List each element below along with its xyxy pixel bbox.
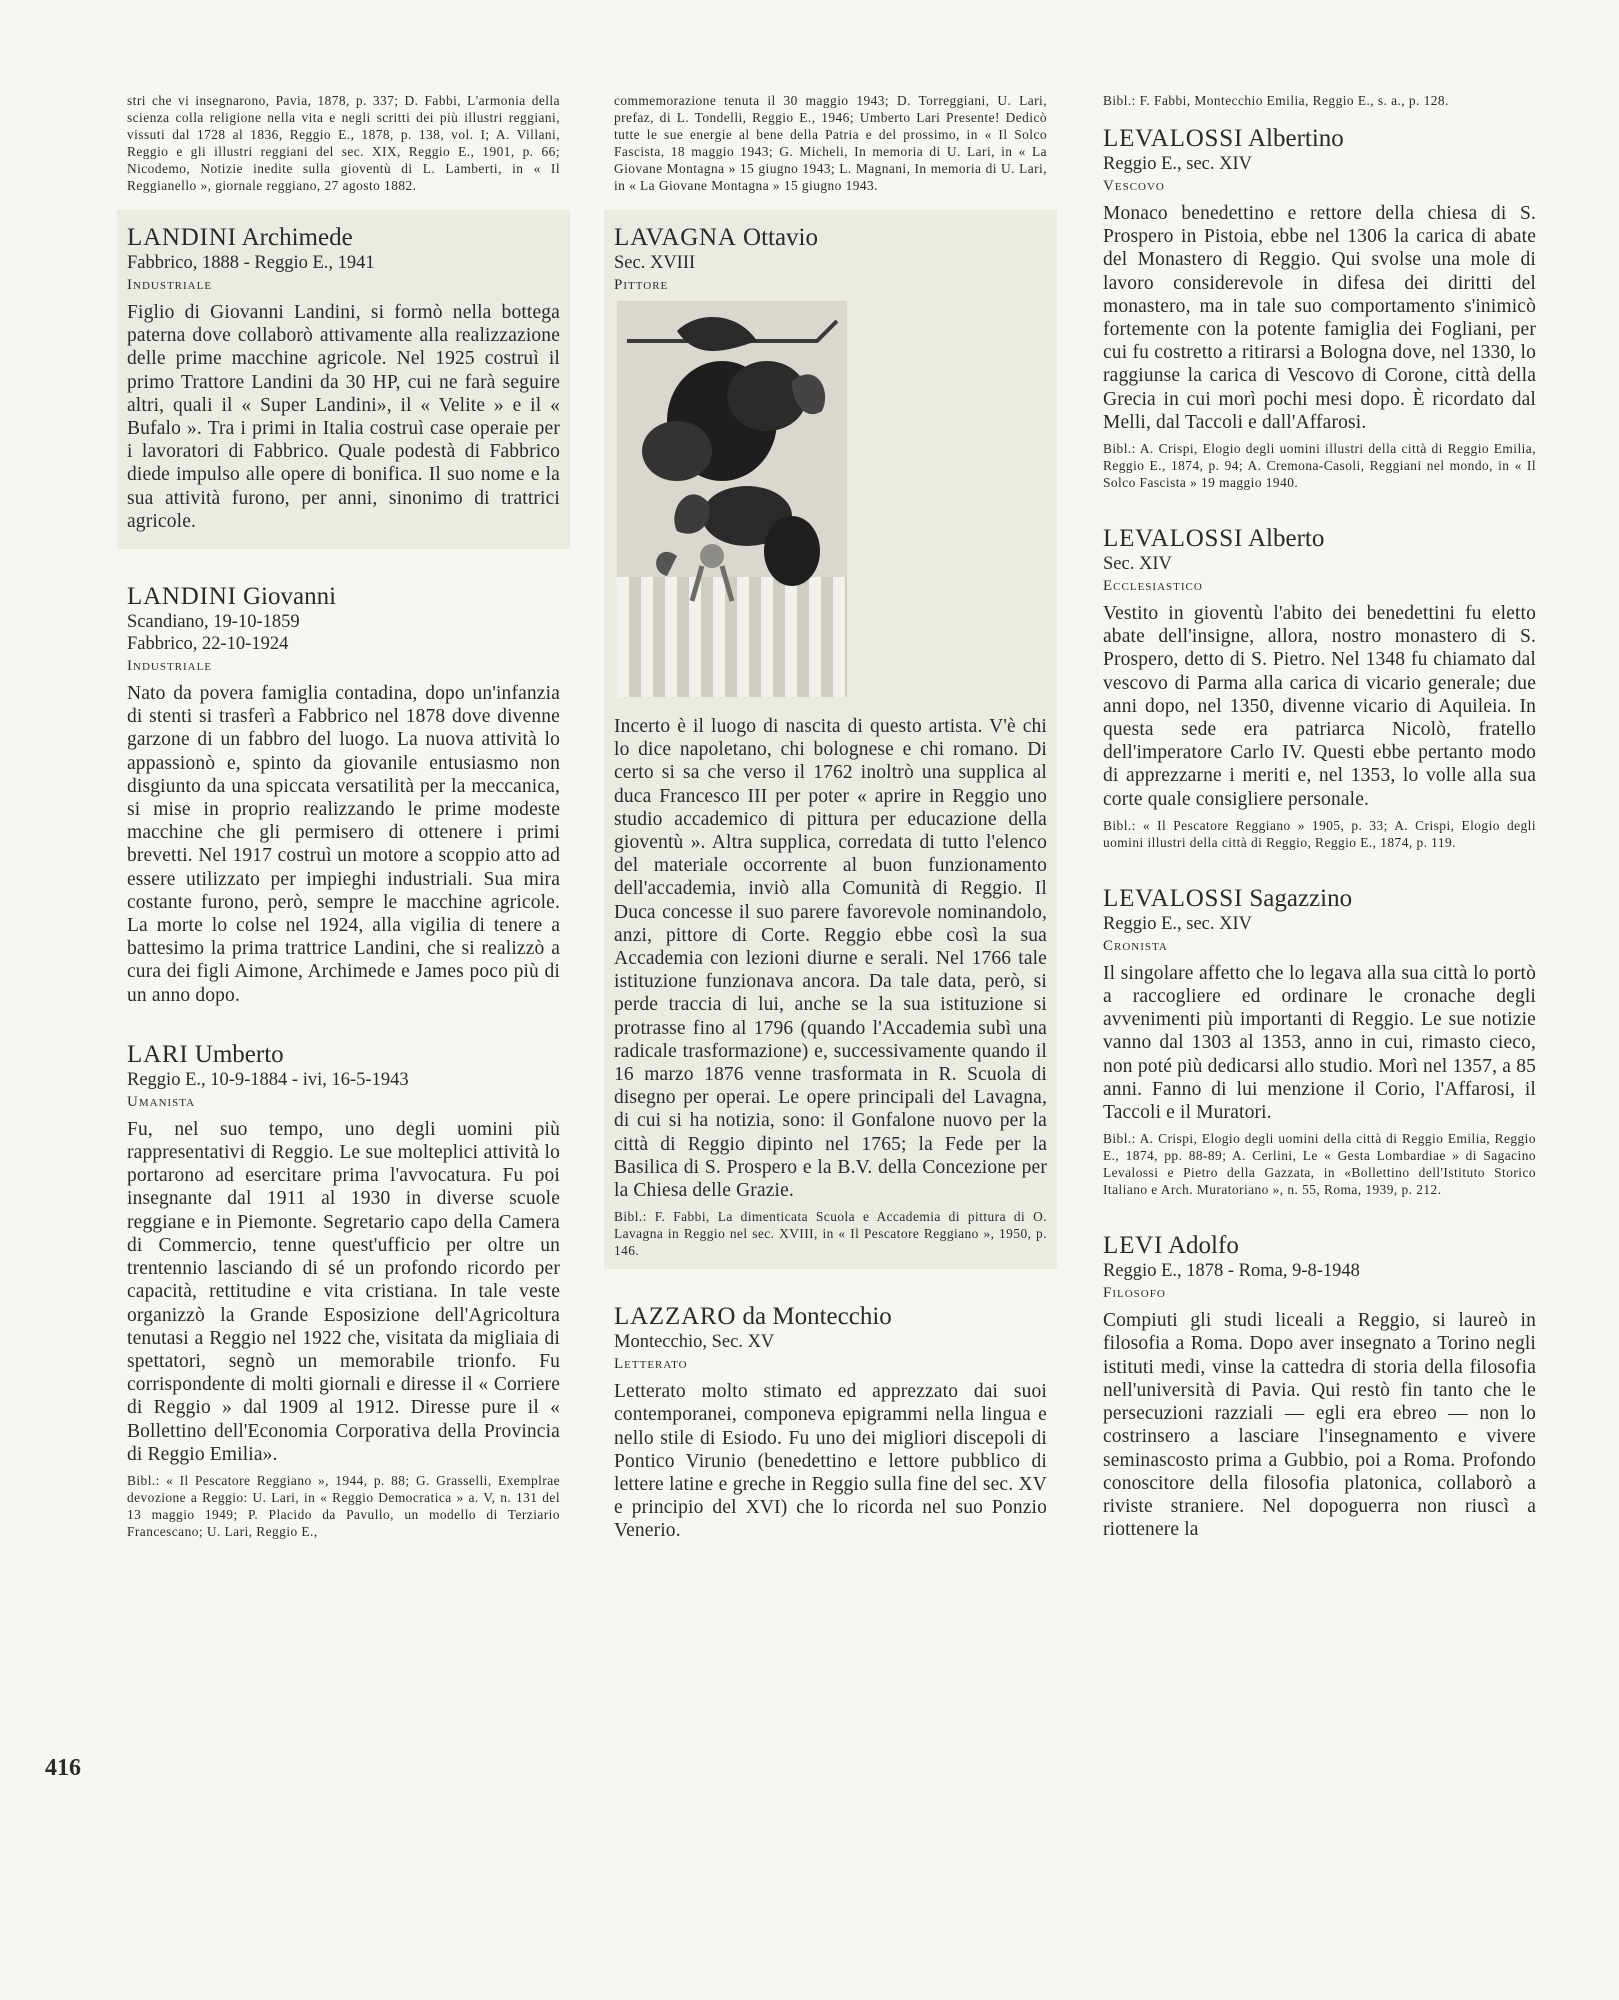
entry-heading: LEVALOSSI Albertino xyxy=(1103,125,1344,152)
entry-heading: LEVALOSSI Sagazzino xyxy=(1103,884,1353,912)
entry-heading: LARI Umberto xyxy=(127,1040,284,1068)
entry-lari-umberto xyxy=(127,1041,560,1540)
continued-bibliography: stri che vi insegnarono, Pavia, 1878, p. 337; D. Fabbi, L'armonia della scienza colla religione nella vita e negli scritti dei più illustri reggiani, vissuti dal 1728 al 1836, Reggio E., 1878, p. 138, vol. I; A. Villani, Reggio e gli illustri reggiani del sec. XIX, Reggio E., 1901, p. 66; Nicodemo, Notizie inedite sulla gioventù di L. Lamberti, in « Il Reggianello », giornale reggiano, 27 agosto 1882. xyxy=(127,93,560,193)
entry-landini-giovanni xyxy=(127,583,560,1007)
entry-text: Letterato molto stimato ed apprezzato dai suoi contemporanei, componeva epigrammi nella lingua e nello stile di Esiodo. Fu uno dei migliori discepoli di Pontico Virunio (benedettino e lettore pubblico di lettere latine e greche in Reggio sulla fine del sec. XV e principio del XVI) che lo ricorda nel suo Ponzio Venerio. xyxy=(614,1381,1047,1542)
entry-text: Monaco benedettino e rettore della chiesa di S. Prospero in Pistoia, ebbe nel 1306 la carica di abate del Monastero di Reggio. Qui svolse una mole di lavoro considerevole in difesa dei diritti del monastero, ma in tale suo comportamento s'inimicò fortemente con la potente famiglia dei Fogliani, per cui fu costretto a ritirarsi a Bologna dove, nel 1330, lo raggiunse la carica di Vescovo di Corone, città della Grecia in cui morì pochi mesi dopo. È ricordato dal Melli, dal Taccoli e dall'Affarosi. xyxy=(1103,203,1536,433)
entry-landini-archimede xyxy=(117,210,570,549)
entry-dates: Reggio E., sec. XIV xyxy=(1103,154,1252,174)
entry-category: Letterato xyxy=(614,1356,688,1373)
entry-levalossi-sagazzino xyxy=(1103,885,1536,1198)
entry-heading: LANDINI Giovanni xyxy=(127,583,337,611)
continued-bibliography: Bibl.: F. Fabbi, Montecchio Emilia, Reggio E., s. a., p. 128. xyxy=(1103,93,1449,108)
entry-heading: LAVAGNA Ottavio xyxy=(614,224,819,251)
entry-birth: Scandiano, 19-10-1859 xyxy=(127,612,300,633)
entry-category: Umanista xyxy=(127,1093,196,1110)
entry-levalossi-albertino xyxy=(1103,125,1536,491)
column-2 xyxy=(614,92,1047,1577)
column-3 xyxy=(1103,92,1536,1575)
entry-category: Industriale xyxy=(127,658,213,675)
entry-category: Cronista xyxy=(1103,937,1168,954)
entry-bibliography: Bibl.: A. Crispi, Elogio degli uomini illustri della città di Reggio Emilia, Reggio E., 1874, p. 94; A. Cremona-Casoli, Reggiani nel mondo, in « Il Solco Fascista » 19 maggio 1940. xyxy=(1103,441,1536,491)
entry-text: Nato da povera famiglia contadina, dopo un'infanzia di stenti si trasferì a Fabbrico nel 1878 dove divenne garzone di un fabbro del luogo. La nuova attività lo appassionò e, spinto da giovanile entusiasmo non disgiunto da una spiccata versatilità per la meccanica, si mise in proprio realizzando le prime modeste macchine che gli permisero di ottenere i primi brevetti. Nel 1917 costruì un motore a scoppio atto ad essere utilizzato per impieghi industriali. Sua mira costante furono, però, sempre le macchine agricole. La morte lo colse nel 1924, alla vigilia di tenere a battesimo la prima trattrice Landini, che si realizzò a cura dei figli Aimone, Archimede e James poco più di un anno dopo. xyxy=(127,683,560,1006)
entry-text: Vestito in gioventù l'abito dei benedettini fu eletto abate dell'insigne, allora, nostro monastero di S. Prospero, detto di S. Pietro. Nel 1348 fu chiamato dal vescovo di Parma alla carica di vicario generale; due anni dopo, nel 1350, divenne vicario di Aquileia. In questa sede era patriarca Nicolò, fratello dell'imperatore Carlo IV. Questi ebbe pertanto modo di apprezzarne i meriti e, nel 1353, lo volle alla sua corte quale consigliere personale. xyxy=(1103,603,1536,810)
gonfalone-illustration xyxy=(617,301,847,697)
entry-bibliography: Bibl.: F. Fabbi, La dimenticata Scuola e Accademia di pittura di O. Lavagna in Reggio nel sec. XVIII, in « Il Pescatore Reggiano », 1950, p. 146. xyxy=(614,1209,1047,1259)
entry-dates: Fabbrico, 1888 - Reggio E., 1941 xyxy=(127,253,375,273)
entry-text: Il singolare affetto che lo legava alla sua città lo portò a raccogliere ed ordinare le cronache degli avvenimenti più importanti di Reggio. Le sue notizie vanno dal 1303 al 1353, anno in cui, rimasto cieco, non poté più dedicarsi allo studio. Morì nel 1357, a 85 anni. Fanno di lui menzione il Corio, l'Affarosi, il Taccoli e il Muratori. xyxy=(1103,962,1536,1124)
entry-text: Figlio di Giovanni Landini, si formò nella bottega paterna dove collaborò attivamente alla realizzazione delle prime macchine agricole. Nel 1925 costruì il primo Trattore Landini da 30 HP, cui ne farà seguire altri, quali il « Super Landini», il « Velite » e il « Bufalo ». Tra i primi in Italia costruì case operaie per i lavoratori di Fabbrico. Quale podestà di Fabbrico diede impulso alle opere di bonifica. Il suo nome e la sua attività furono, per anni, sinonimo di trattrici agricole. xyxy=(127,302,560,532)
entry-category: Ecclesiastico xyxy=(1103,578,1203,595)
entry-dates: Montecchio, Sec. XV xyxy=(614,1332,775,1353)
entry-category: Industriale xyxy=(127,277,213,293)
entry-category: Pittore xyxy=(614,277,669,293)
entry-dates: Reggio E., 10-9-1884 - ivi, 16-5-1943 xyxy=(127,1069,409,1090)
column-1 xyxy=(127,92,560,1574)
page-number: 416 xyxy=(45,1755,81,1781)
entry-death: Fabbrico, 22-10-1924 xyxy=(127,634,289,655)
entry-dates: Sec. XVIII xyxy=(614,253,696,273)
entry-dates: Sec. XIV xyxy=(1103,554,1172,575)
entry-heading: LEVALOSSI Alberto xyxy=(1103,525,1325,553)
entry-bibliography: Bibl.: A. Crispi, Elogio degli uomini della città di Reggio Emilia, Reggio E., 1874, pp. 88-89; A. Cerlini, Le « Gesta Lombardiae » di Sagacino Levalossi e Pietro della Gazzata, in «Bollettino dell'Istituto Storico Italiano e Arch. Muratoriano », n. 55, Roma, 1939, p. 212. xyxy=(1103,1131,1536,1198)
entry-text: Fu, nel suo tempo, uno degli uomini più rappresentativi di Reggio. Le sue molteplici attività lo portarono ad esercitare prima l'avvocatura. Fu poi insegnante dal 1911 al 1930 in diverse scuole reggiane e in Piemonte. Segretario capo della Camera di Commercio, tenne quest'ufficio per oltre un trentennio lasciando di sé un profondo ricordo per capacità, rettitudine e vita cristiana. In tale veste organizzò la Grande Esposizione dell'Agricoltura tenutasi a Reggio nel 1922 che, visitata da migliaia di spettatori, segnò un memorabile trionfo. Fu corrispondente di molti giornali e diresse il « Corriere di Reggio » dal 1909 al 1912. Diresse pure il « Bollettino dell'Economia Corporativa della Provincia di Reggio Emilia». xyxy=(127,1118,560,1465)
entry-bibliography: Bibl.: « Il Pescatore Reggiano » 1905, p. 33; A. Crispi, Elogio degli uomini illustri della città di Reggio, Reggio E., 1874, p. 119. xyxy=(1103,817,1536,850)
entry-heading: LAZZARO da Montecchio xyxy=(614,1303,892,1331)
entry-text: Incerto è il luogo di nascita di questo artista. V'è chi lo dice napoletano, chi bolognese e chi romano. Di certo si sa che verso il 1762 inoltrò una supplica al duca Francesco III per poter « aprire in Reggio uno studio accademico di pittura per educazione della gioventù ». Altra supplica, corredata di tutto l'elenco del materiale occorrente al buon funzionamento dell'accademia, inviò alla Comunità di Reggio. Il Duca concesse il suo parere favorevole nominandolo, anzi, pittore di Corte. Reggio ebbe così la sua Accademia con lezioni diurne e serali. Nel 1766 tale istituzione funzionava ancora. Da tale data, però, si perde traccia di lui, anche se la sua istituzione si protrasse fino al 1796 (quando l'Accademia subì una radicale trasformazione) e, successivamente quando il 16 marzo 1876 venne trasformata in R. Scuola di disegno per operai. Le opere principali del Lavagna, di cui si ha notizia, sono: il Gonfalone nuovo per la città di Reggio dipinto nel 1765; la Fede per la Basilica di S. Prospero e la B.V. della Concezione per la Chiesa delle Grazie. xyxy=(614,716,1047,1202)
entry-heading: LANDINI Archimede xyxy=(127,224,353,251)
entry-levi-adolfo xyxy=(1103,1232,1536,1541)
continued-bibliography: commemorazione tenuta il 30 maggio 1943; D. Torreggiani, U. Lari, prefaz, di L. Tondelli, Reggio E., 1946; Umberto Lari Presente! Dedicò tutte le sue energie al bene della Patria e del prossimo, in « Il Solco Fascista, 18 maggio 1943; G. Micheli, In memoria di U. Lari, in « La Giovane Montagna » 15 giugno 1943; L. Magnani, In memoria di U. Lari, in « La Giovane Montagna » 15 giugno 1943. xyxy=(614,93,1047,193)
entry-lavagna-ottavio xyxy=(604,210,1057,1269)
entry-bibliography: Bibl.: « Il Pescatore Reggiano », 1944, p. 88; G. Grasselli, Exemplrae devozione a Reggio: U. Lari, in « Reggio Democratica » a. V, n. 131 del 13 maggio 1949; P. Placido da Pavullo, un modello di Terziario Francescano; U. Lari, Reggio E., xyxy=(127,1472,560,1539)
entry-dates: Reggio E., 1878 - Roma, 9-8-1948 xyxy=(1103,1261,1360,1282)
entry-lazzaro-da-montecchio xyxy=(614,1303,1047,1542)
entry-heading: LEVI Adolfo xyxy=(1103,1232,1239,1260)
entry-category: Vescovo xyxy=(1103,178,1165,194)
entry-levalossi-alberto xyxy=(1103,525,1536,851)
angel-figure-drawing xyxy=(617,301,847,697)
entry-category: Filosofo xyxy=(1103,1285,1166,1302)
entry-dates: Reggio E., sec. XIV xyxy=(1103,913,1252,934)
entry-text: Compiuti gli studi liceali a Reggio, si laureò in filosofia a Roma. Dopo aver insegnato a Torino negli istituti medi, vinse la cattedra di storia della filosofia nell'università di Pavia. Qui restò fin tanto che le persecuzioni razziali — egli era ebreo — non lo costrinsero a lasciare l'insegnamento e vivere seminascosto prima a Gubbio, poi a Roma. Profondo conoscitore della filosofia platonica, collaborò a riviste straniere. Nel dopoguerra non riuscì a riottenere la xyxy=(1103,1310,1536,1541)
